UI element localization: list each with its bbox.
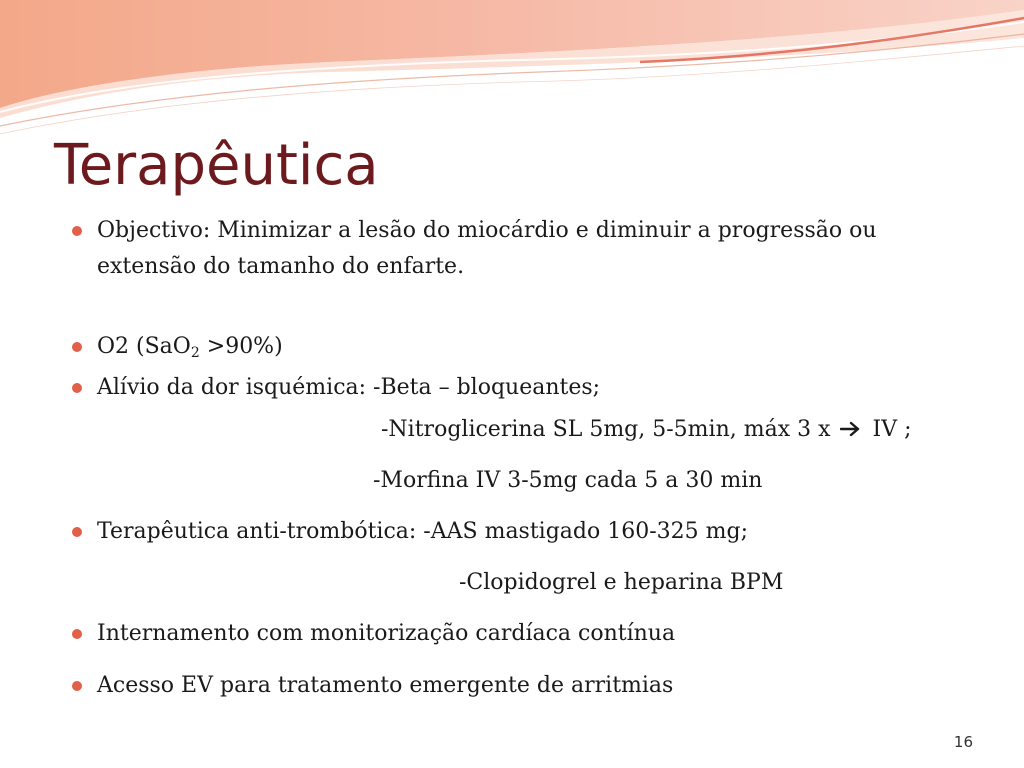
pain-relief-nitroglycerin: [381, 415, 912, 445]
right-arrow-icon: [840, 420, 862, 438]
bullet-text: Acesso EV para tratamento emergente de arritmias: [97, 673, 674, 698]
subscript-two: 2: [190, 345, 200, 361]
bullet-icon: [72, 629, 82, 639]
pain-relief-morphine: [373, 466, 762, 496]
header-wave-decoration: [0, 0, 1024, 140]
continuation-text: -Clopidogrel e heparina BPM: [459, 570, 784, 595]
bullet-text: Terapêutica anti-trombótica: -AAS mastigado 160-325 mg;: [97, 519, 749, 544]
bullet-iv-access: [97, 671, 673, 701]
bullet-text-end: >90%): [199, 334, 283, 359]
continuation-text-end: IV ;: [872, 417, 912, 442]
antithrombotic-clopidogrel: [459, 568, 783, 598]
bullet-text: Alívio da dor isquémica: -Beta – bloqueantes;: [97, 375, 601, 400]
slide-number: 16: [953, 733, 973, 751]
bullet-text: extensão do tamanho do enfarte.: [97, 254, 465, 279]
bullet-text: O2 (SaO: [97, 334, 191, 359]
bullet-icon: [72, 527, 82, 537]
bullet-icon: [72, 342, 82, 352]
bullet-icon: [72, 226, 82, 236]
bullet-objective-line-1: [97, 216, 877, 246]
bullet-icon: [72, 383, 82, 393]
continuation-text: -Morfina IV 3-5mg cada 5 a 30 min: [373, 468, 763, 493]
bullet-hospitalization: [97, 619, 675, 649]
bullet-text: Objectivo: Minimizar a lesão do miocárdio e diminuir a progressão ou: [97, 218, 877, 243]
bullet-objective-line-2: [97, 252, 464, 282]
bullet-icon: [72, 681, 82, 691]
bullet-pain-relief: [97, 373, 600, 403]
bullet-oxygen: [97, 332, 283, 362]
slide-title: Terapêutica: [54, 133, 379, 198]
bullet-antithrombotic: [97, 517, 748, 547]
continuation-text: -Nitroglicerina SL 5mg, 5-5min, máx 3 x: [381, 417, 831, 442]
bullet-text: Internamento com monitorização cardíaca contínua: [97, 621, 676, 646]
